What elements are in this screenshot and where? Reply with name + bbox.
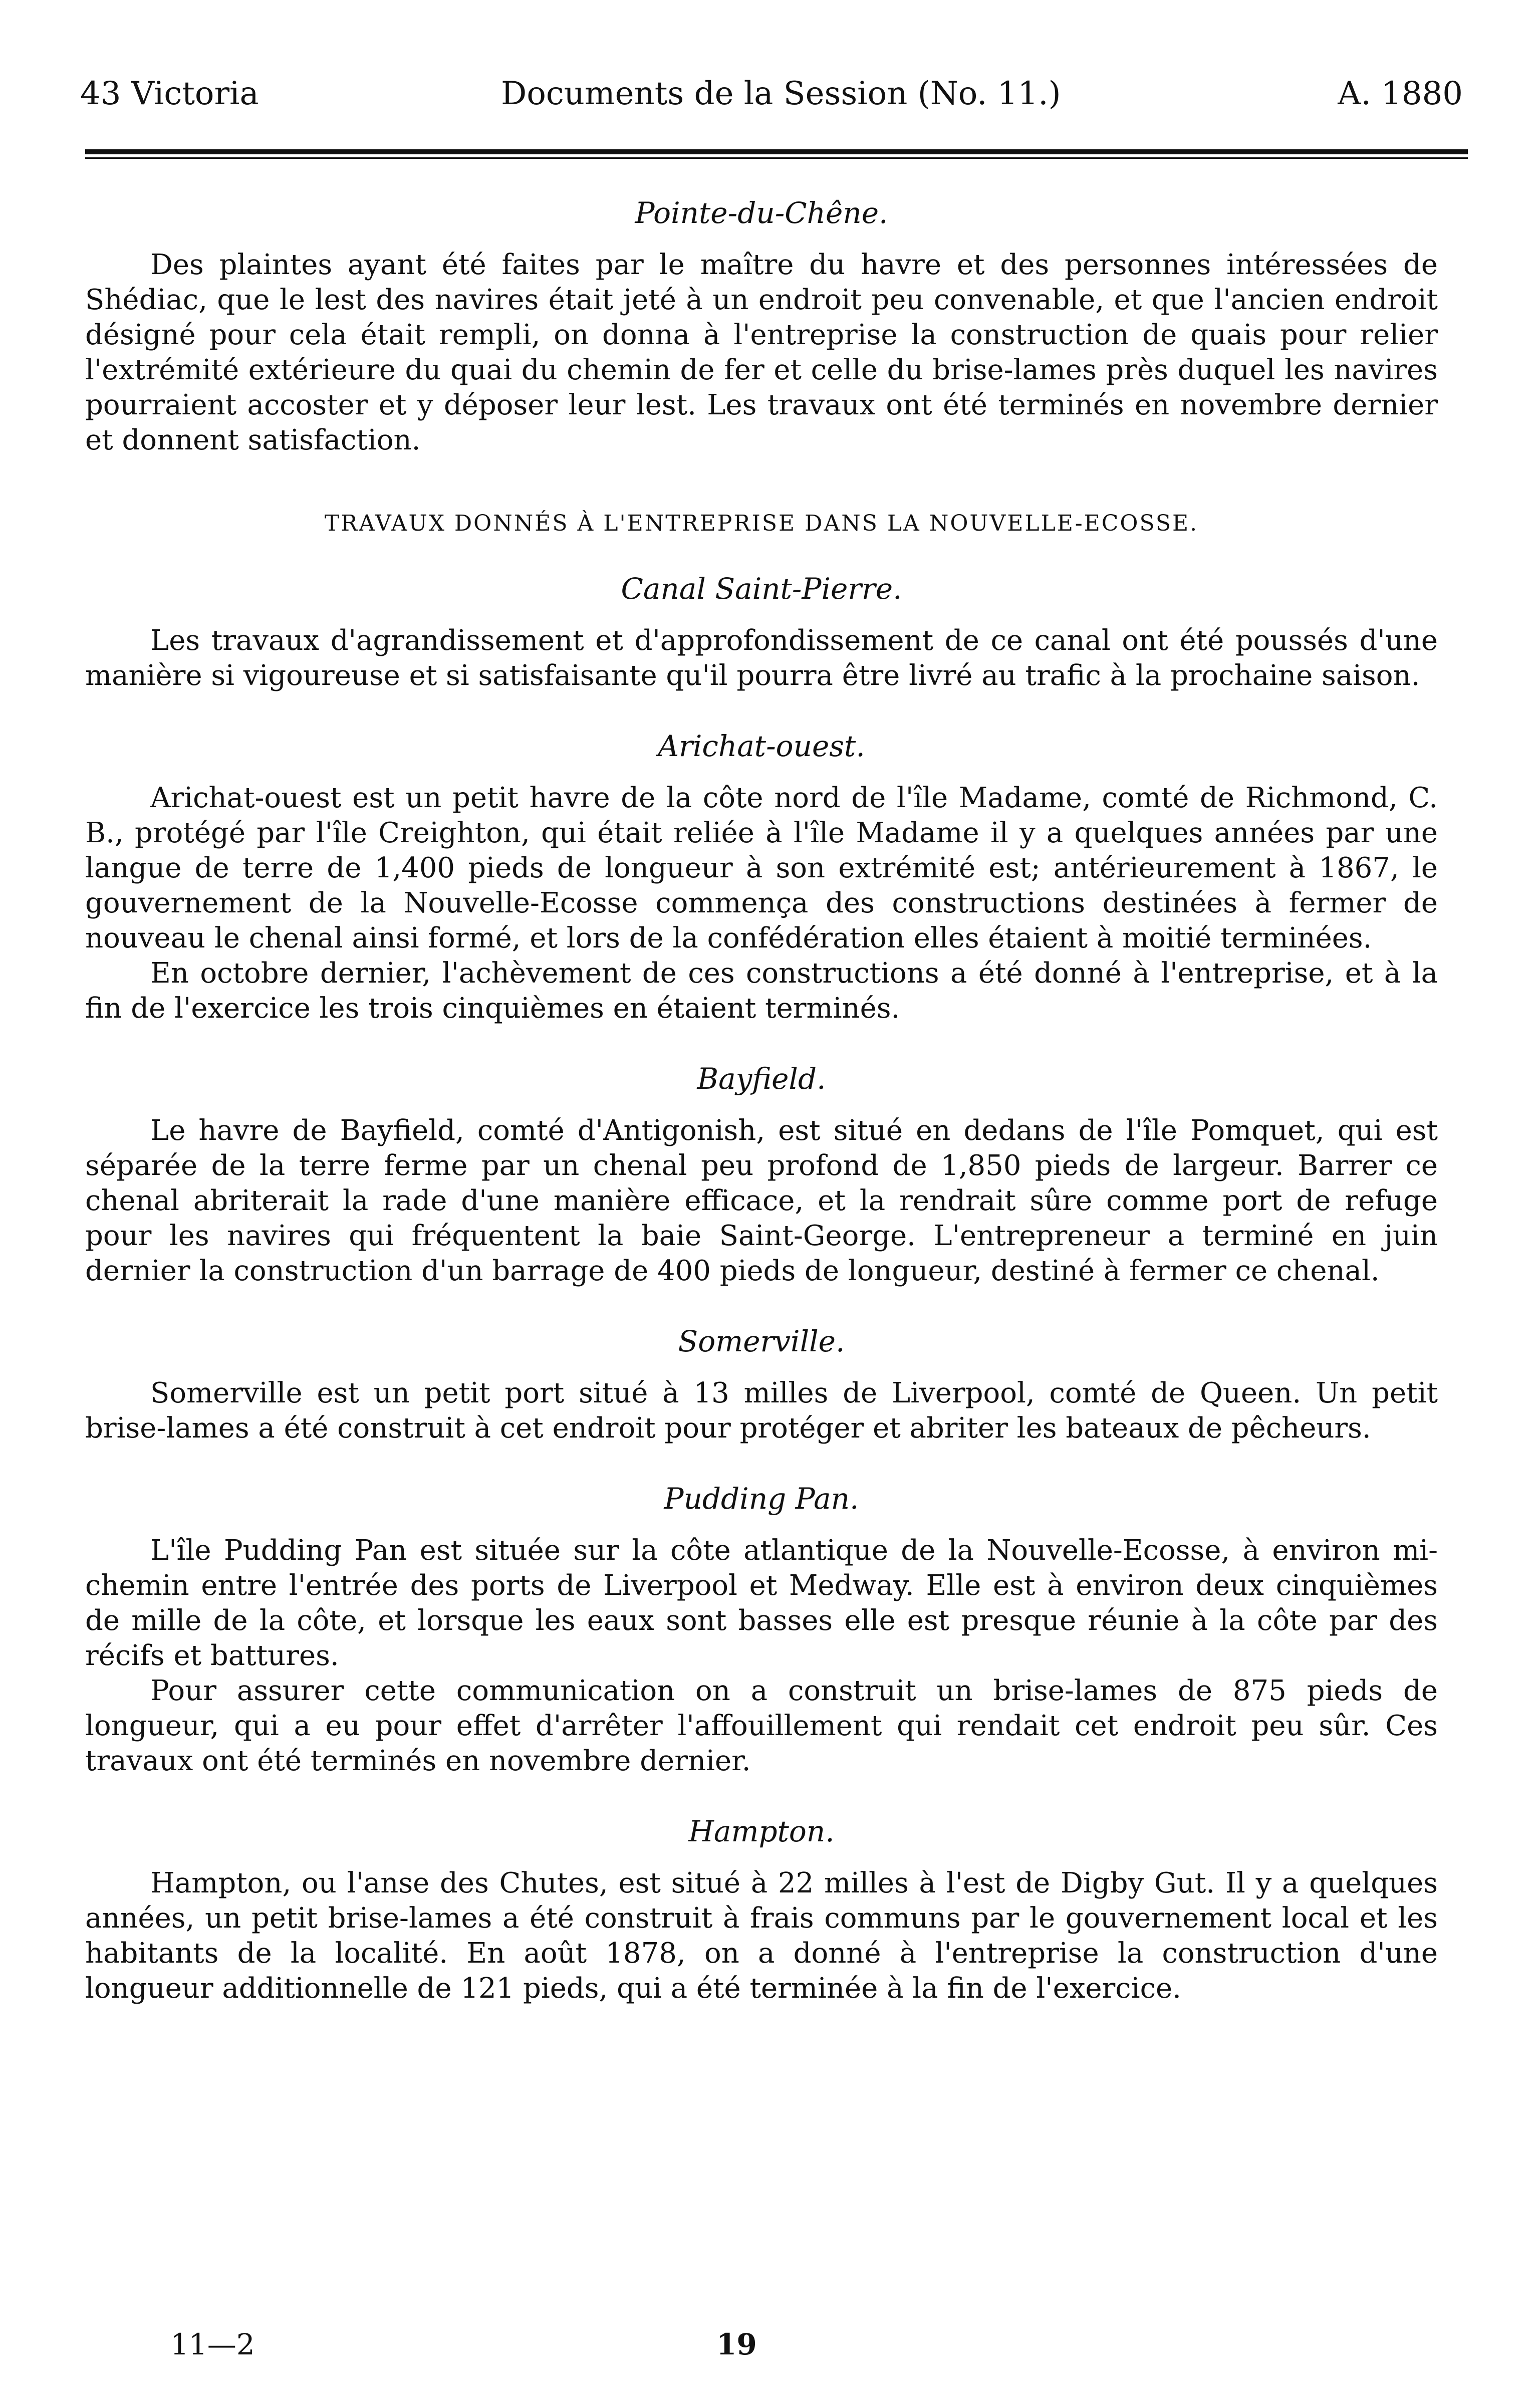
header-right: A. 1880: [1338, 75, 1463, 112]
paragraph: Les travaux d'agrandissement et d'approfondissement de ce canal ont été poussés d'une manière si vigoureuse et si satisfaisante qu'il pourra être livré au trafic à la prochaine saison.: [85, 624, 1438, 692]
section-bayfield: [85, 1061, 1438, 1289]
paragraph: Pour assurer cette communication on a construit un brise-lames de 875 pieds de longueur, qui a eu pour effet d'arrêter l'affouillement qui rendait cet endroit peu sûr. Ces travaux ont été terminés en novembre dernier.: [85, 1675, 1438, 1777]
header-rule-thick: [85, 149, 1468, 154]
spacer: [85, 1779, 1438, 1814]
section-title: Bayfield.: [697, 1062, 826, 1096]
section-title: Arichat-ouest.: [658, 729, 865, 763]
header-rule-thin: [85, 157, 1468, 159]
header-left: 43 Victoria: [80, 75, 259, 112]
document-body: [85, 195, 1438, 2006]
header-center: Documents de la Session (No. 11.): [501, 75, 1061, 112]
section-title: Hampton.: [688, 1814, 835, 1848]
section-pudding-pan: [85, 1481, 1438, 1779]
section-title: Somerville.: [678, 1324, 845, 1358]
section-somerville: [85, 1324, 1438, 1446]
section-canal-saint-pierre: [85, 571, 1438, 693]
caps-heading: TRAVAUX DONNÉS À L'ENTREPRISE DANS LA NOUVELLE-ECOSSE.: [324, 511, 1199, 536]
spacer: [85, 693, 1438, 729]
paragraph: Arichat-ouest est un petit havre de la côte nord de l'île Madame, comté de Richmond, C. B., protégé par l'île Creighton, qui était reliée à l'île Madame il y a quelques années par une langue de terre de 1,400 pieds de longueur à son extrémité est; antérieurement à 1867, le gouvernement de la Nouvelle-Ecosse commença des constructions destinées à fermer de nouveau le chenal ainsi formé, et lors de la confédération elles étaient à moitié terminées.: [85, 782, 1438, 954]
section-title: Pudding Pan.: [664, 1482, 859, 1516]
paragraph: Hampton, ou l'anse des Chutes, est situé à 22 milles à l'est de Digby Gut. Il y a quelques années, un petit brise-lames a été construit à frais communs par le gouvernement local et les habitants de la localité. En août 1878, on a donné à l'entreprise la construction d'une longueur additionnelle de 121 pieds, qui a été terminée à la fin de l'exercice.: [85, 1867, 1438, 2005]
section-arichat-ouest: [85, 729, 1438, 1026]
section-pointe-du-chene: [85, 195, 1438, 458]
paragraph: En octobre dernier, l'achèvement de ces constructions a été donné à l'entreprise, et à la fin de l'exercice les trois cinquièmes en étaient terminés.: [85, 957, 1438, 1025]
spacer: [85, 1289, 1438, 1324]
page-header: [80, 75, 1463, 120]
paragraph: L'île Pudding Pan est située sur la côte atlantique de la Nouvelle-Ecosse, à environ mi-chemin entre l'entrée des ports de Liverpool et Medway. Elle est à environ deux cinquièmes de mille de la côte, et lorsque les eaux sont basses elle est presque réunie à la côte par des récifs et battures.: [85, 1534, 1438, 1672]
paragraph: Somerville est un petit port situé à 13 milles de Liverpool, comté de Queen. Un petit brise-lames a été construit à cet endroit pour protéger et abriter les bateaux de pêcheurs.: [85, 1377, 1438, 1445]
paragraph: Des plaintes ayant été faites par le maître du havre et des personnes intéressées de Shédiac, que le lest des navires était jeté à un endroit peu convenable, et que l'ancien endroit désigné pour cela était rempli, on donna à l'entreprise la construction de quais pour relier l'extrémité extérieure du quai du chemin de fer et celle du brise-lames près duquel les navires pourraient accoster et y déposer leur lest. Les travaux ont été terminés en novembre dernier et donnent satisfaction.: [85, 249, 1438, 456]
section-title: Pointe-du-Chêne.: [635, 196, 888, 230]
page-number: 19: [716, 2327, 757, 2361]
section-hampton: [85, 1814, 1438, 2006]
paragraph: Le havre de Bayfield, comté d'Antigonish, est situé en dedans de l'île Pomquet, qui est séparée de la terre ferme par un chenal peu profond de 1,850 pieds de largeur. Barrer ce chenal abriterait la rade d'une manière efficace, et la rendrait sûre comme port de refuge pour les navires qui fréquentent la baie Saint-George. L'entrepreneur a terminé en juin dernier la construction d'un barrage de 400 pieds de longueur, destiné à fermer ce chenal.: [85, 1114, 1438, 1287]
signature-mark: 11—2: [170, 2327, 255, 2361]
section-title: Canal Saint-Pierre.: [621, 572, 902, 606]
spacer: [85, 1446, 1438, 1481]
spacer: [85, 1026, 1438, 1061]
